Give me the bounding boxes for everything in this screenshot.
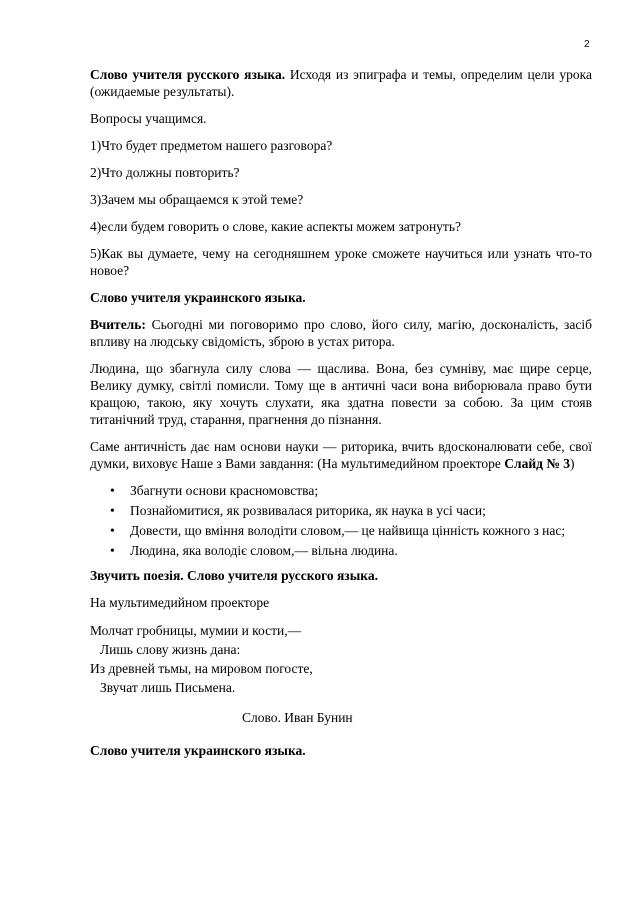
bullet-icon: •: [110, 483, 115, 498]
slide-reference: Слайд № 3: [504, 456, 571, 471]
lesson-goals-text: Исходя из эпиграфа и темы, определим цели урока (ожидаемые результаты).: [90, 67, 592, 99]
projector-note: На мультимедийном проекторе: [90, 595, 270, 610]
poem-line: Из древней тьмы, на мировом погосте,: [90, 661, 313, 676]
poem-line: Молчат гробницы, мумии и кости,—: [90, 623, 302, 638]
list-item-text: Довести, що вміння володіти словом,— це найвища цінність кожного з нас;: [130, 523, 566, 538]
question-5: 5)Как вы думаете, чему на сегодняшнем уроке сможете научиться или узнать что-то новое?: [90, 246, 592, 278]
poem-line: Звучат лишь Письмена.: [100, 680, 236, 695]
teacher-label: Вчитель:: [90, 317, 146, 332]
question-1: 1)Что будет предметом нашего разговора?: [90, 138, 333, 153]
teacher-intro-text: Сьогодні ми поговоримо про слово, його силу, магію, досконалість, засіб впливу на людську свідомість, зброю в устах ритора.: [90, 317, 592, 349]
poem-line: Лишь слову жизнь дана:: [100, 642, 241, 657]
list-item: [90, 522, 592, 539]
paragraph-teacher-intro: [90, 316, 592, 350]
list-item: [90, 502, 592, 519]
question-4: 4)если будем говорить о слове, какие аспекты можем затронуть?: [90, 219, 461, 234]
paragraph-antiquity: [90, 438, 592, 472]
questions-intro: Вопросы учащимся.: [90, 111, 207, 126]
bullet-icon: •: [110, 523, 115, 538]
list-item-text: Познайомитися, як розвивалася риторика, як наука в усі часи;: [130, 503, 486, 518]
goals-list: [90, 482, 592, 559]
question-3: 3)Зачем мы обращаемся к этой теме?: [90, 192, 304, 207]
paragraph-power-of-word: Людина, що збагнула силу слова — щаслива. Вона, без сумніву, має щире серце, Велику думку, світлі помисли. Тому ще в античні часи вона виборювала право бути кращою, такою, яку хочуть слухати, яка здатна повести за собою. За цим стояв титанічний труд, старання, прагнення до пізнання.: [90, 361, 592, 427]
question-2: 2)Что должны повторить?: [90, 165, 240, 180]
antiquity-close: ): [570, 456, 575, 471]
bullet-icon: •: [110, 503, 115, 518]
speaker-heading-russian-teacher: Слово учителя русского языка.: [90, 67, 286, 82]
poem: [90, 621, 592, 697]
document-body: [90, 66, 592, 769]
list-item-text: Людина, яка володіє словом,— вільна людина.: [130, 543, 398, 558]
page-number: 2: [584, 39, 590, 50]
list-item-text: Збагнути основи красномовства;: [130, 483, 319, 498]
list-item: [90, 482, 592, 499]
speaker-heading-ukrainian-teacher-2: Слово учителя украинского языка.: [90, 743, 306, 758]
list-item: [90, 542, 592, 559]
bullet-icon: •: [110, 543, 115, 558]
heading-poetry: Звучить поезія. Слово учителя русского языка.: [90, 568, 378, 583]
poem-signature: Слово. Иван Бунин: [242, 710, 353, 725]
speaker-heading-ukrainian-teacher: Слово учителя украинского языка.: [90, 290, 306, 305]
antiquity-text: Саме античність дає нам основи науки — риторика, вчить вдосконалювати себе, свої думки, виховує Наше з Вами завдання: (На мультимедийном проекторе: [90, 439, 592, 471]
paragraph-lesson-goals: [90, 66, 592, 100]
